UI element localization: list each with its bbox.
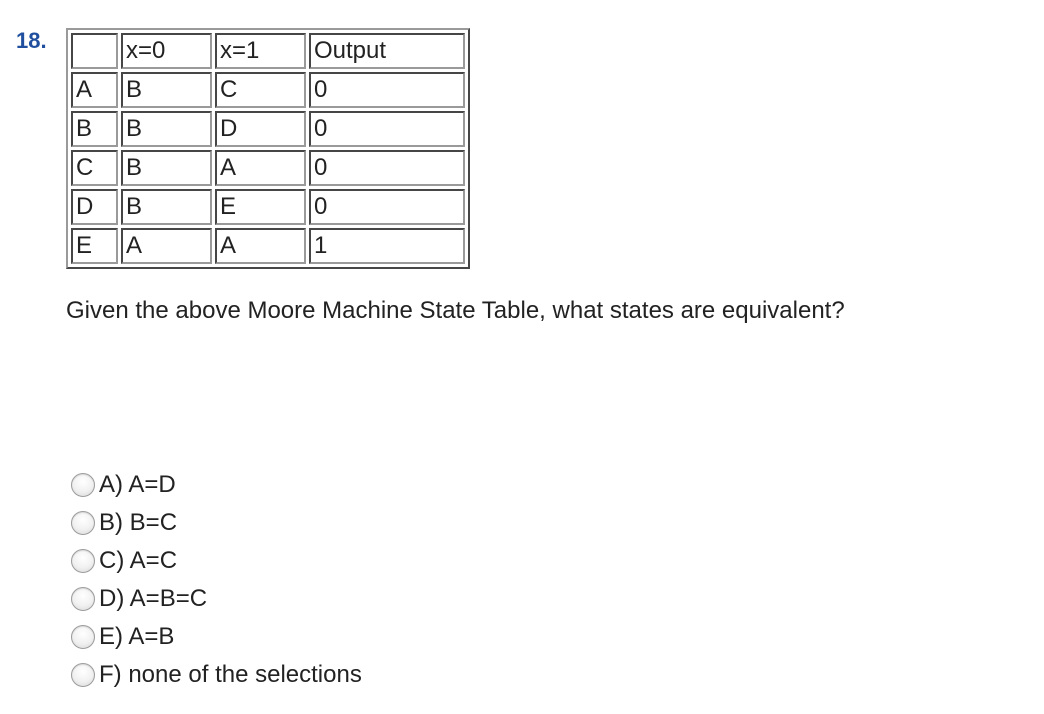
next-state-x0-cell: B xyxy=(121,150,212,186)
option-b[interactable] xyxy=(71,504,362,542)
radio-button[interactable] xyxy=(71,511,95,535)
next-state-x0-cell: B xyxy=(121,189,212,225)
option-label[interactable]: D) A=B=C xyxy=(99,585,208,612)
table-row xyxy=(71,189,465,225)
header-cell xyxy=(71,33,118,69)
state-cell: A xyxy=(71,72,118,108)
output-cell: 0 xyxy=(309,150,465,186)
option-a[interactable] xyxy=(71,466,362,504)
header-cell: x=1 xyxy=(215,33,306,69)
header-cell: x=0 xyxy=(121,33,212,69)
state-cell: C xyxy=(71,150,118,186)
next-state-x1-cell: E xyxy=(215,189,306,225)
next-state-x1-cell: A xyxy=(215,228,306,264)
table-row xyxy=(71,111,465,147)
header-cell: Output xyxy=(309,33,465,69)
radio-button[interactable] xyxy=(71,625,95,649)
question-number: 18. xyxy=(16,28,47,53)
radio-button[interactable] xyxy=(71,549,95,573)
option-label[interactable]: F) none of the selections xyxy=(99,661,362,688)
option-label[interactable]: C) A=C xyxy=(99,547,178,574)
table-row xyxy=(71,150,465,186)
next-state-x1-cell: C xyxy=(215,72,306,108)
output-cell: 0 xyxy=(309,72,465,108)
state-table xyxy=(66,28,470,269)
radio-button[interactable] xyxy=(71,473,95,497)
next-state-x0-cell: A xyxy=(121,228,212,264)
table-row xyxy=(71,72,465,108)
table-header-row xyxy=(71,33,465,69)
answer-options xyxy=(71,466,362,694)
option-f[interactable] xyxy=(71,656,362,694)
state-cell: B xyxy=(71,111,118,147)
option-label[interactable]: E) A=B xyxy=(99,623,175,650)
state-cell: D xyxy=(71,189,118,225)
state-cell: E xyxy=(71,228,118,264)
option-e[interactable] xyxy=(71,618,362,656)
option-d[interactable] xyxy=(71,580,362,618)
output-cell: 0 xyxy=(309,189,465,225)
next-state-x1-cell: A xyxy=(215,150,306,186)
radio-button[interactable] xyxy=(71,663,95,687)
table-row xyxy=(71,228,465,264)
next-state-x1-cell: D xyxy=(215,111,306,147)
question-text: Given the above Moore Machine State Table, what states are equivalent? xyxy=(66,297,845,324)
output-cell: 1 xyxy=(309,228,465,264)
next-state-x0-cell: B xyxy=(121,111,212,147)
radio-button[interactable] xyxy=(71,587,95,611)
output-cell: 0 xyxy=(309,111,465,147)
option-label[interactable]: B) B=C xyxy=(99,509,178,536)
next-state-x0-cell: B xyxy=(121,72,212,108)
option-c[interactable] xyxy=(71,542,362,580)
option-label[interactable]: A) A=D xyxy=(99,471,176,498)
